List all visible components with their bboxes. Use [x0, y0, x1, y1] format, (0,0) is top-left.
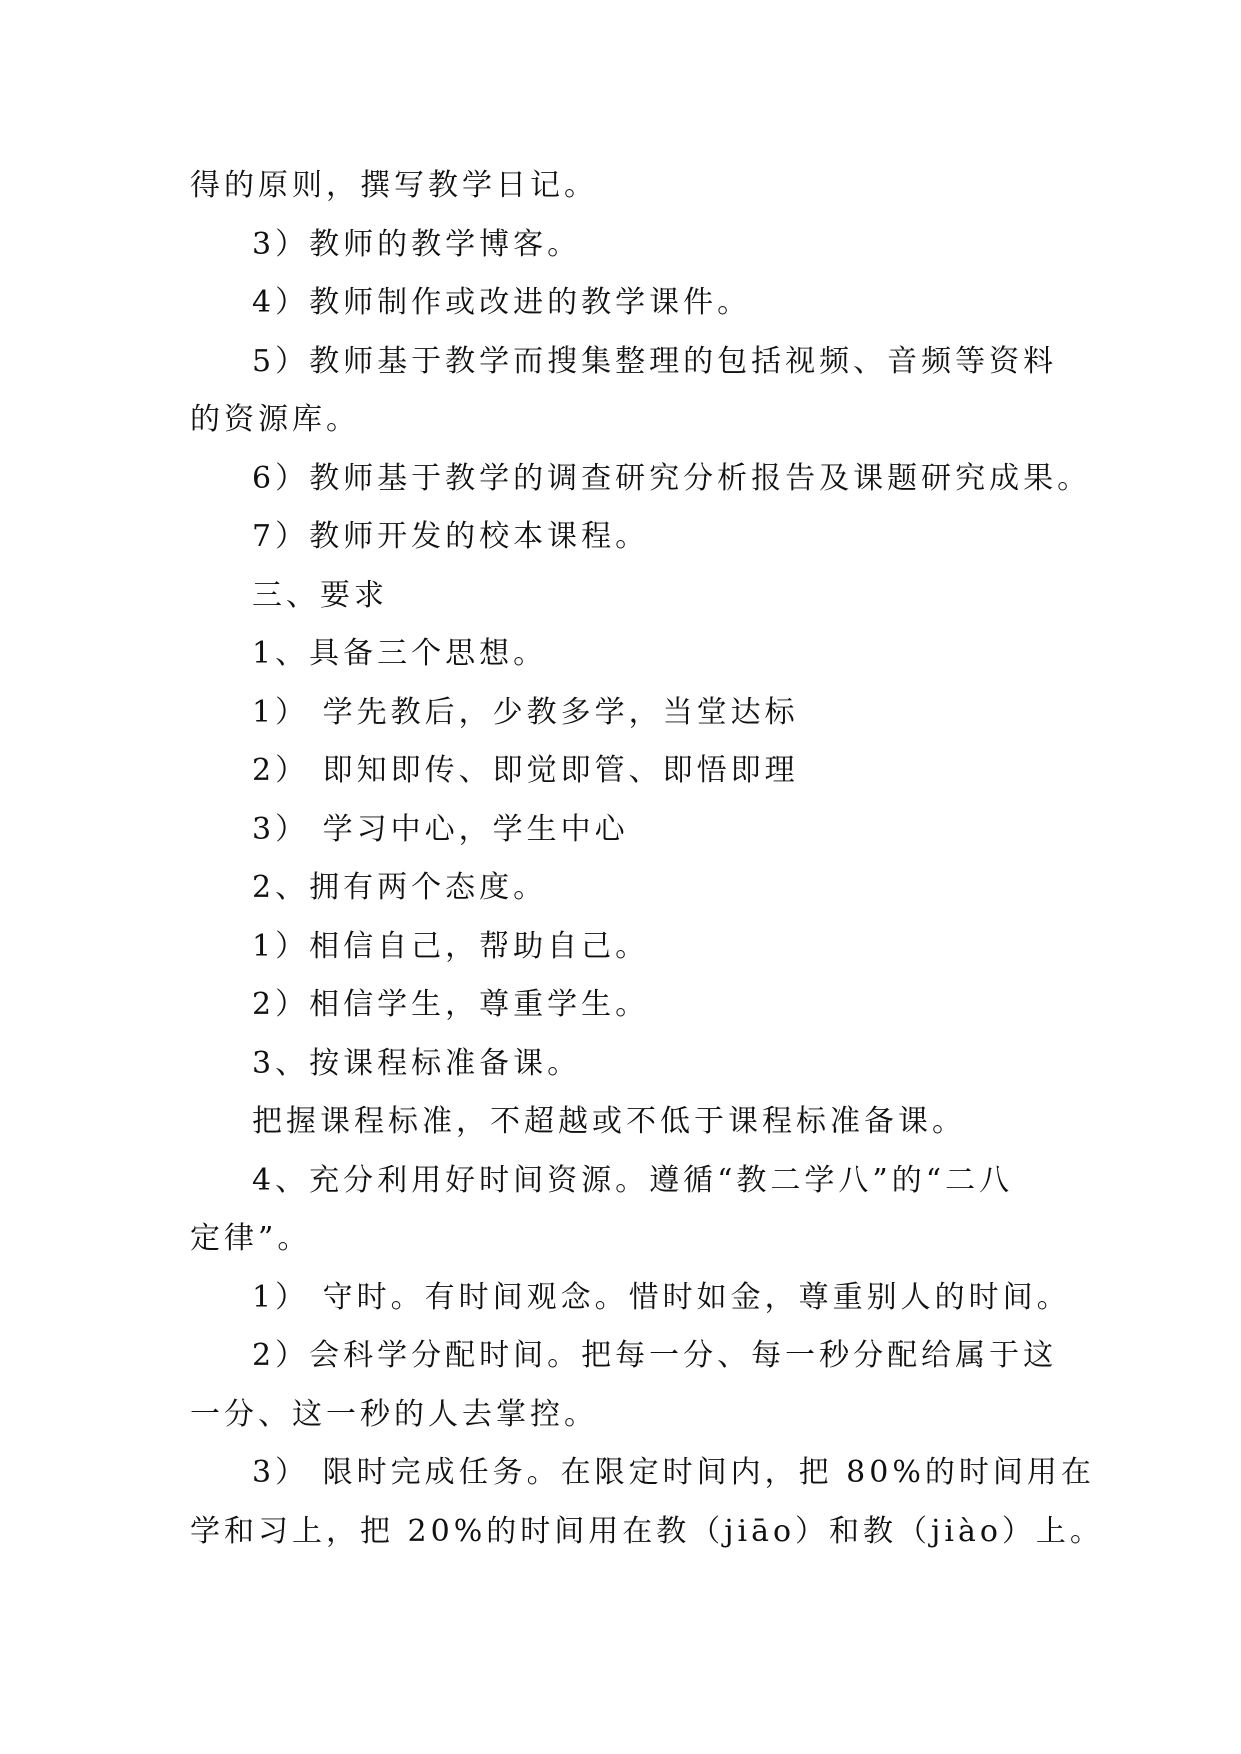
text-line: 的资源库。	[190, 402, 360, 437]
text-line: 2） 即知即传、即觉即管、即悟即理	[252, 753, 799, 788]
text-line: 一分、这一秒的人去掌控。	[190, 1396, 598, 1432]
text-line: 1） 守时。有时间观念。惜时如金，尊重别人的时间。	[252, 1279, 1071, 1315]
text-line: 3、按课程标准备课。	[252, 1045, 582, 1081]
text-line: 4）教师制作或改进的教学课件。	[252, 285, 752, 320]
text-line: 1）相信自己，帮助自己。	[252, 928, 650, 964]
text-line: 6）教师基于教学的调查研究分析报告及课题研究成果。	[252, 460, 1092, 496]
section-heading: 三、要求	[252, 577, 388, 613]
text-line: 得的原则，撰写教学日记。	[190, 168, 598, 203]
text-line: 2）相信学生，尊重学生。	[252, 987, 650, 1022]
text-line: 学和习上，把 20%的时间用在教（jiāo）和教（jiào）上。	[190, 1513, 1104, 1549]
text-line: 5）教师基于教学而搜集整理的包括视频、音频等资料	[252, 343, 1058, 379]
text-line: 1） 学先教后，少教多学，当堂达标	[252, 694, 799, 730]
text-line: 3） 限时完成任务。在限定时间内，把 80%的时间用在	[252, 1455, 1095, 1490]
text-line: 定律”。	[190, 1221, 312, 1256]
text-line: 3）教师的教学博客。	[252, 226, 582, 262]
text-line: 2）会科学分配时间。把每一分、每一秒分配给属于这	[252, 1338, 1058, 1373]
document-body	[190, 157, 1104, 1561]
text-line: 4、充分利用好时间资源。遵循“教二学八”的“二八	[252, 1162, 1014, 1198]
text-line: 2、拥有两个态度。	[252, 870, 548, 905]
text-line: 1、具备三个思想。	[252, 636, 548, 671]
text-line: 把握课程标准，不超越或不低于课程标准备课。	[252, 1104, 966, 1139]
text-line: 7）教师开发的校本课程。	[252, 519, 650, 554]
text-line: 3） 学习中心，学生中心	[252, 811, 629, 847]
